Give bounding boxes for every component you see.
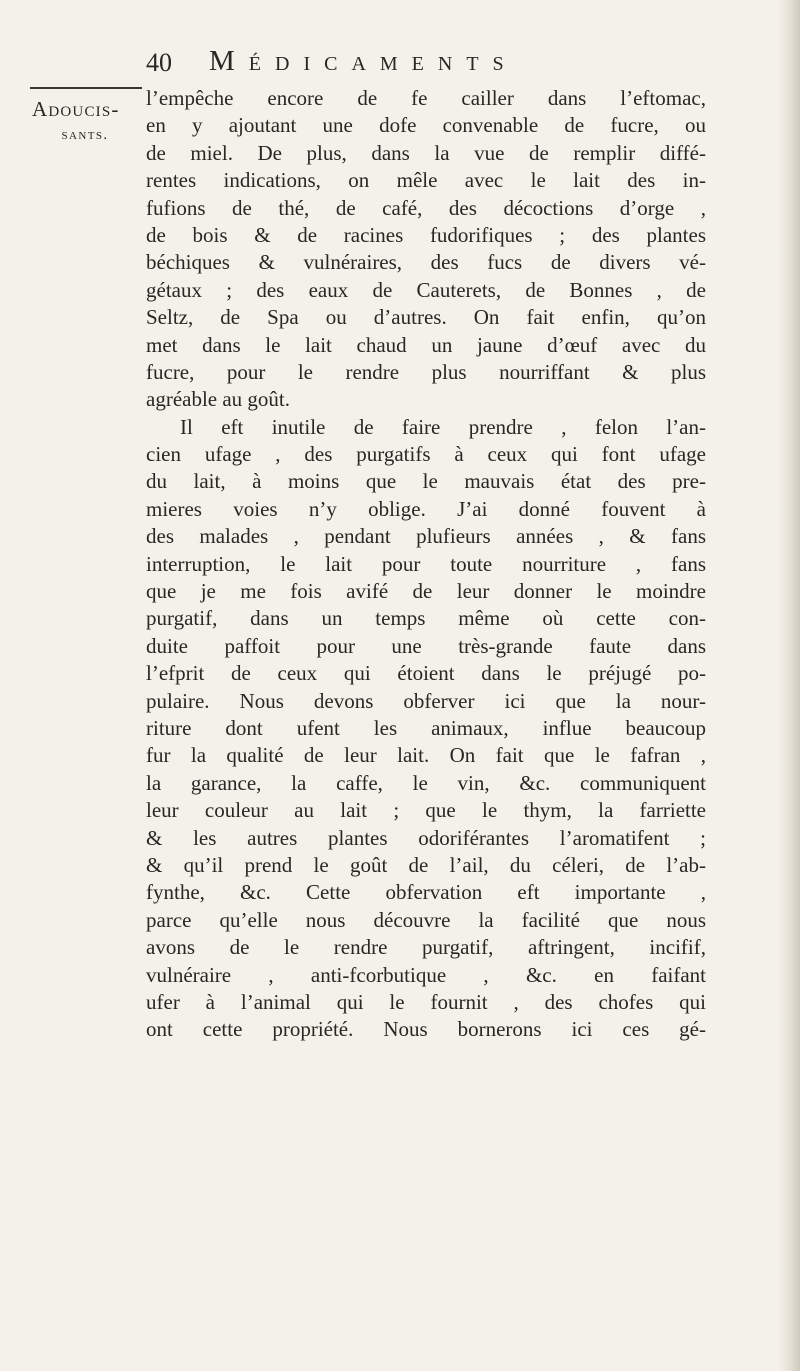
text-line: la garance, la caffe, le vin, &c. communiquent [146, 770, 706, 795]
text-line: purgatif, dans un temps même où cette con- [146, 606, 706, 631]
text-line: béchiques & vulnéraires, des fucs de divers vé- [146, 250, 706, 275]
running-head: Médicaments [209, 45, 518, 77]
text-line: l’empêche encore de fe cailler dans l’eftomac, [146, 86, 706, 110]
text-line: fur la qualité de leur lait. On fait que le fafran , [146, 743, 706, 768]
text-line: vulnéraire , anti-fcorbutique , &c. en faifant [146, 962, 706, 987]
text-line: avons de le rendre purgatif, aftringent, incifif, [146, 935, 706, 960]
text-line: que je me fois avifé de leur donner le moindre [146, 579, 706, 604]
text-line: & qu’il prend le goût de l’ail, du céleri, de l’ab- [146, 852, 706, 877]
margin-note-line: sants. [61, 127, 109, 143]
margin-note-line: Adoucis- [32, 97, 120, 121]
text-line: leur couleur au lait ; que le thym, la farriette [146, 798, 706, 823]
text-line: du lait, à moins que le mauvais état des pre- [146, 469, 706, 494]
text-line: gétaux ; des eaux de Cauterets, de Bonnes , de [146, 277, 706, 302]
text-line: des malades , pendant plufieurs années , & fans [146, 524, 706, 549]
body-text [146, 85, 706, 1044]
text-line: de miel. De plus, dans la vue de remplir diffé- [146, 140, 706, 165]
text-line: riture dont ufent les animaux, influe beaucoup [146, 715, 706, 740]
text-line: mieres voies n’y oblige. J’ai donné fouvent à [146, 496, 706, 521]
margin-rule [30, 87, 142, 89]
text-line: & les autres plantes odoriférantes l’aromatifent ; [146, 825, 706, 850]
text-line: rentes indications, on mêle avec le lait des in- [146, 168, 706, 193]
margin-note [30, 96, 140, 148]
text-line: parce qu’elle nous découvre la facilité que nous [146, 907, 706, 932]
text-line: Il eft inutile de faire prendre , felon l’an- [180, 414, 706, 439]
text-line: ufer à l’animal qui le fournit , des chofes qui [146, 989, 706, 1014]
page-edge-shadow [778, 0, 800, 1371]
text-line: fynthe, &c. Cette obfervation eft importante , [146, 880, 706, 905]
text-line: met dans le lait chaud un jaune d’œuf avec du [146, 332, 706, 357]
text-line: duite paffoit pour une très-grande faute dans [146, 633, 706, 658]
text-line: de bois & de racines fudorifiques ; des plantes [146, 222, 706, 247]
text-line: Seltz, de Spa ou d’autres. On fait enfin, qu’on [146, 305, 706, 330]
text-line: cien ufage , des purgatifs à ceux qui font ufage [146, 442, 706, 467]
page-header [146, 44, 706, 84]
text-line: agréable au goût. [146, 387, 291, 412]
text-line: l’efprit de ceux qui étoient dans le préjugé po- [146, 661, 706, 686]
text-line: pulaire. Nous devons obferver ici que la nour- [146, 688, 706, 713]
text-line: fufions de thé, de café, des décoctions d’orge , [146, 195, 706, 220]
page-number: 40 [146, 48, 172, 77]
text-line: fucre, pour le rendre plus nourriffant & plus [146, 359, 706, 384]
text-line: ont cette propriété. Nous bornerons ici ces gé- [146, 1017, 706, 1042]
text-line: en y ajoutant une dofe convenable de fucre, ou [146, 113, 706, 138]
text-line: interruption, le lait pour toute nourriture , fans [146, 551, 706, 576]
